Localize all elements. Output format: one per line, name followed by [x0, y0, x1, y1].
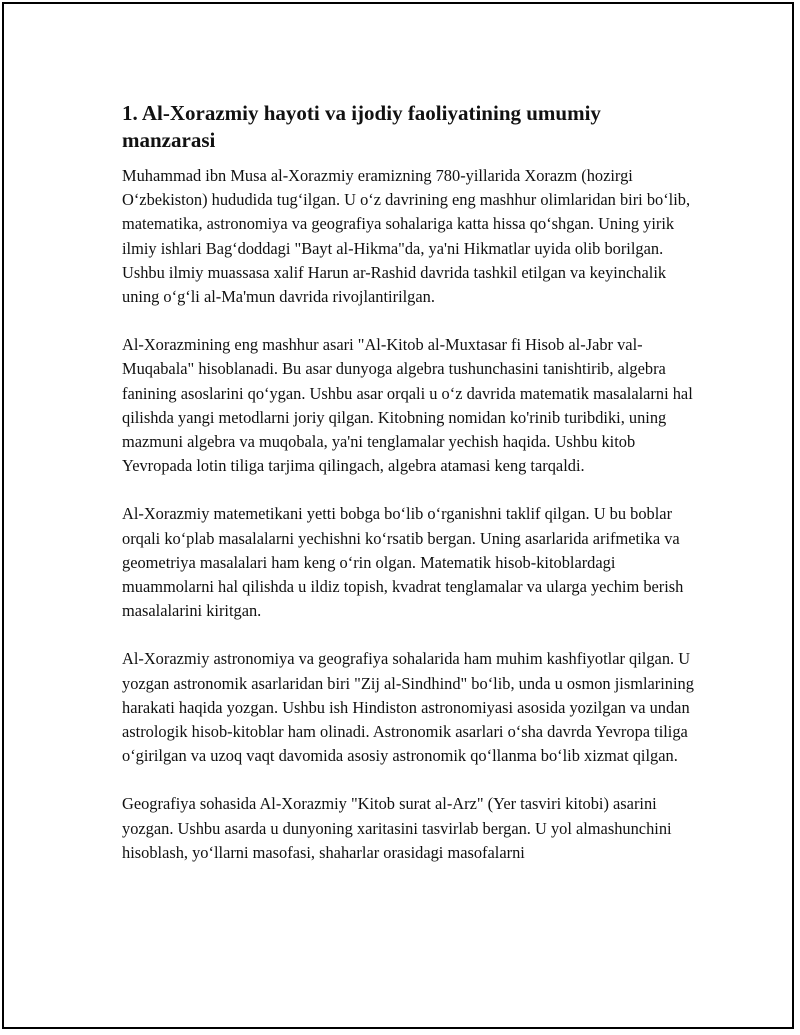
- page-frame: [2, 2, 794, 1029]
- paragraph-algebra-book: Al-Xorazmining eng mashhur asari "Al-Kitob al-Muxtasar fi Hisob al-Jabr val-Muqabala" hisoblanadi. Bu asar dunyoga algebra tushunchasini tanishtirib, algebra fanining asoslarini qo‘ygan. Ushbu asar orqali u o‘z davrida matematik masalalarni hal qilishda yangi metodlarni joriy qilgan. Kitobning nomidan ko'rinib turibdiki, uning mazmuni algebra va muqobala, ya'ni tenglamalar yechish haqida. Ushbu kitob Yevropada lotin tiliga tarjima qilingach, algebra atamasi keng tarqaldi.: [122, 335, 693, 476]
- paragraph-astronomy: Al-Xorazmiy astronomiya va geografiya sohalarida ham muhim kashfiyotlar qilgan. U yozgan astronomik asarlaridan biri "Zij al-Sindhind" bo‘lib, unda u osmon jismlarining harakati haqida yozgan. Ushbu ish Hindiston astronomiyasi asosida yozilgan va undan astrologik hisob-kitoblar ham olinadi. Astronomik asarlari o‘sha davrda Yevropa tiliga o‘girilgan va uzoq vaqt davomida asosiy astronomik qo‘llanma bo‘lib xizmat qilgan.: [122, 649, 694, 766]
- paragraph-mathematics: Al-Xorazmiy matemetikani yetti bobga bo‘lib o‘rganishni taklif qilgan. U bu boblar orqali ko‘plab masalalarni yechishni ko‘rsatib bergan. Uning asarlarida arifmetika va geometriya masalalari ham keng o‘rin olgan. Matematik hisob-kitoblardagi muammolarni hal qilishda u ildiz topish, kvadrat tenglamalar va ularga yechim berish masalalarini kiritgan.: [122, 504, 684, 621]
- section-heading: 1. Al-Xorazmiy hayoti va ijodiy faoliyatining umumiy manzarasi: [122, 101, 601, 152]
- document-body: [122, 100, 694, 889]
- paragraph-geography: Geografiya sohasida Al-Xorazmiy "Kitob surat al-Arz" (Yer tasviri kitobi) asarini yozgan. Ushbu asarda u dunyoning xaritasini tasvirlab bergan. U yol almashunchini hisoblash, yo‘llarni masofasi, shaharlar orasidagi masofalarni: [122, 794, 672, 862]
- paragraph-biography: Muhammad ibn Musa al-Xorazmiy eramizning 780-yillarida Xorazm (hozirgi O‘zbekiston) hududida tug‘ilgan. U o‘z davrining eng mashhur olimlaridan biri bo‘lib, matematika, astronomiya va geografiya sohalariga katta hissa qo‘shgan. Uning yirik ilmiy ishlari Bag‘doddagi "Bayt al-Hikma"da, ya'ni Hikmatlar uyida olib borilgan. Ushbu ilmiy muassasa xalif Harun ar-Rashid davrida tashkil etilgan va keyinchalik uning o‘g‘li al-Ma'mun davrida rivojlantirilgan.: [122, 166, 691, 307]
